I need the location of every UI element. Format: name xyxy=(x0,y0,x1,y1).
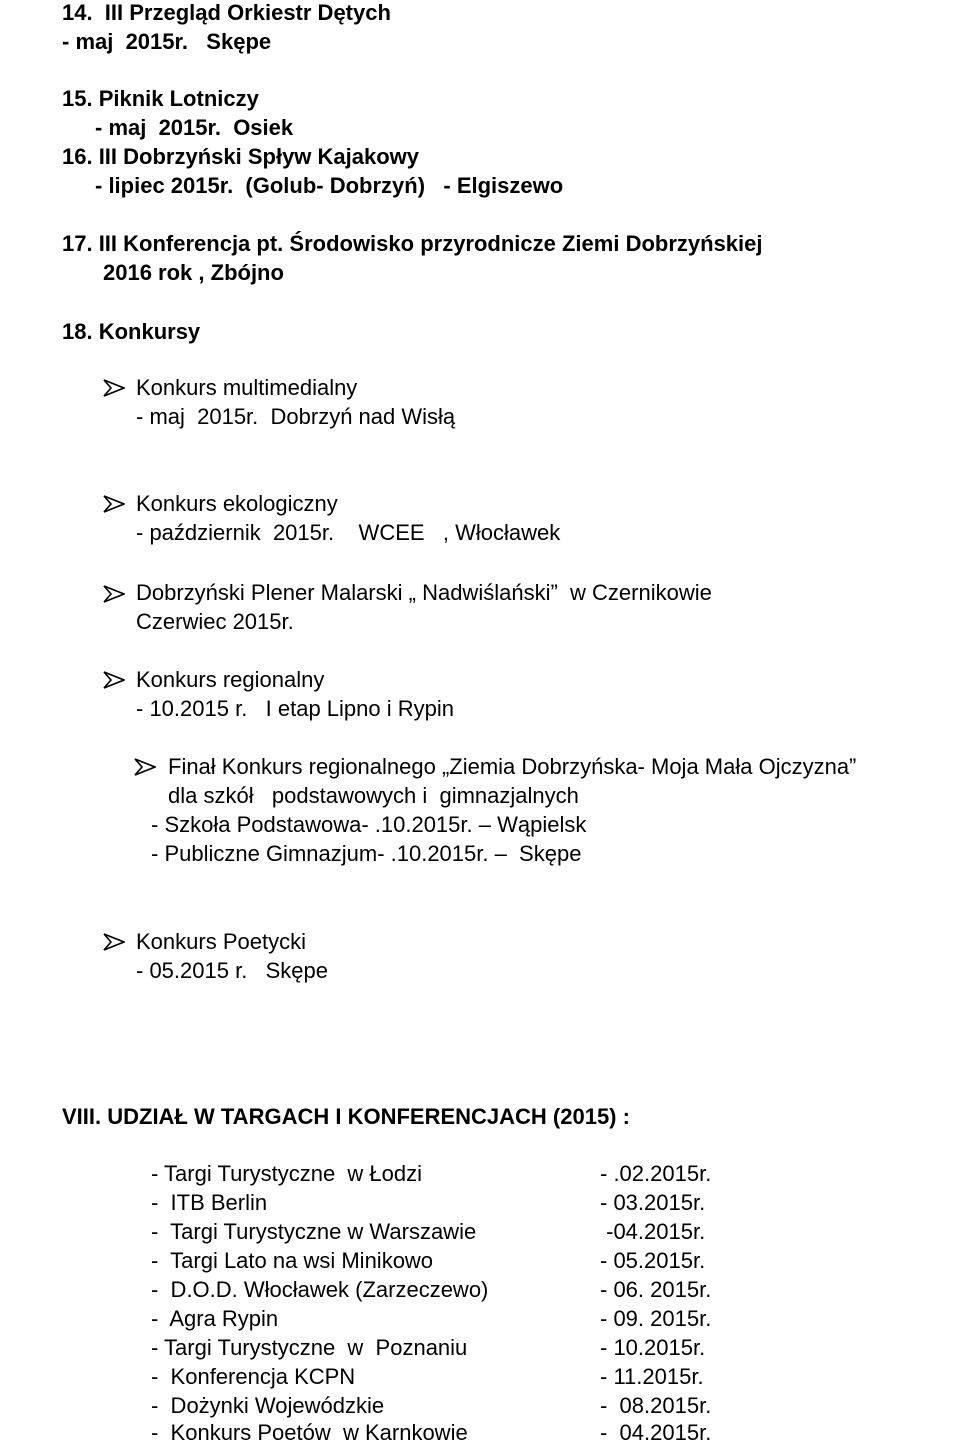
fair-date: - 10.2015r. xyxy=(600,1335,706,1360)
event-16-title: 16. III Dobrzyński Spływ Kajakowy xyxy=(62,144,420,169)
contest-3-title: Dobrzyński Plener Malarski „ Nadwiślański” w Czernikowie xyxy=(136,580,712,605)
event-17-detail: 2016 rok , Zbójno xyxy=(103,260,284,285)
fair-name: - Targi Turystyczne w Poznaniu xyxy=(151,1335,468,1360)
fair-date: - 11.2015r. xyxy=(600,1364,704,1389)
fair-date: - .02.2015r. xyxy=(600,1161,712,1186)
contest-2-title: Konkurs ekologiczny xyxy=(136,491,338,516)
contest-4-title: Konkurs regionalny xyxy=(136,667,325,692)
fair-name: - Agra Rypin xyxy=(151,1306,279,1331)
fair-date: - 04.2015r. xyxy=(600,1420,712,1445)
fair-date: - 05.2015r. xyxy=(600,1248,706,1273)
contest-5-line-2: dla szkół podstawowych i gimnazjalnych xyxy=(168,783,579,808)
fair-date: - 09. 2015r. xyxy=(600,1306,712,1331)
fair-name: - Targi Lato na wsi Minikowo xyxy=(151,1248,434,1273)
event-14-title: 14. III Przegląd Orkiestr Dętych xyxy=(62,0,391,25)
fair-name: - Konkurs Poetów w Karnkowie xyxy=(151,1420,468,1445)
bullet-arrow-icon xyxy=(103,933,125,951)
fair-date: - 08.2015r. xyxy=(600,1393,712,1418)
fair-name: - D.O.D. Włocławek (Zarzeczewo) xyxy=(151,1277,489,1302)
contest-3-detail: Czerwiec 2015r. xyxy=(136,609,294,634)
bullet-arrow-icon xyxy=(134,758,156,776)
event-17-title: 17. III Konferencja pt. Środowisko przyrodnicze Ziemi Dobrzyńskiej xyxy=(62,231,763,256)
event-18-title: 18. Konkursy xyxy=(62,319,201,344)
fair-name: - Dożynki Wojewódzkie xyxy=(151,1393,385,1418)
contest-1-title: Konkurs multimedialny xyxy=(136,375,358,400)
event-15-title: 15. Piknik Lotniczy xyxy=(62,86,259,111)
fair-name: - Targi Turystyczne w Warszawie xyxy=(151,1219,477,1244)
fair-date: - 06. 2015r. xyxy=(600,1277,712,1302)
contest-6-title: Konkurs Poetycki xyxy=(136,929,306,954)
event-15-detail: - maj 2015r. Osiek xyxy=(95,115,294,140)
fair-date: - 03.2015r. xyxy=(600,1190,706,1215)
contest-6-detail: - 05.2015 r. Skępe xyxy=(136,958,329,983)
bullet-arrow-icon xyxy=(103,379,125,397)
section-8-heading: VIII. UDZIAŁ W TARGACH I KONFERENCJACH (2015) : xyxy=(62,1104,630,1129)
bullet-arrow-icon xyxy=(103,671,125,689)
contest-5-line-4: - Publiczne Gimnazjum- .10.2015r. – Skępe xyxy=(151,841,582,866)
fair-name: - Targi Turystyczne w Łodzi xyxy=(151,1161,423,1186)
bullet-arrow-icon xyxy=(103,495,125,513)
fair-name: - ITB Berlin xyxy=(151,1190,268,1215)
contest-4-detail: - 10.2015 r. I etap Lipno i Rypin xyxy=(136,696,454,721)
event-16-detail: - lipiec 2015r. (Golub- Dobrzyń) - Elgiszewo xyxy=(95,173,564,198)
event-14-detail: - maj 2015r. Skępe xyxy=(62,29,272,54)
contest-5-line-3: - Szkoła Podstawowa- .10.2015r. – Wąpielsk xyxy=(151,812,587,837)
contest-2-detail: - październik 2015r. WCEE , Włocławek xyxy=(136,520,561,545)
contest-1-detail: - maj 2015r. Dobrzyń nad Wisłą xyxy=(136,404,456,429)
fair-name: - Konferencja KCPN xyxy=(151,1364,356,1389)
fair-date: -04.2015r. xyxy=(600,1219,706,1244)
bullet-arrow-icon xyxy=(103,585,125,603)
contest-5-title: Finał Konkurs regionalnego „Ziemia Dobrzyńska- Moja Mała Ojczyzna” xyxy=(168,754,857,779)
